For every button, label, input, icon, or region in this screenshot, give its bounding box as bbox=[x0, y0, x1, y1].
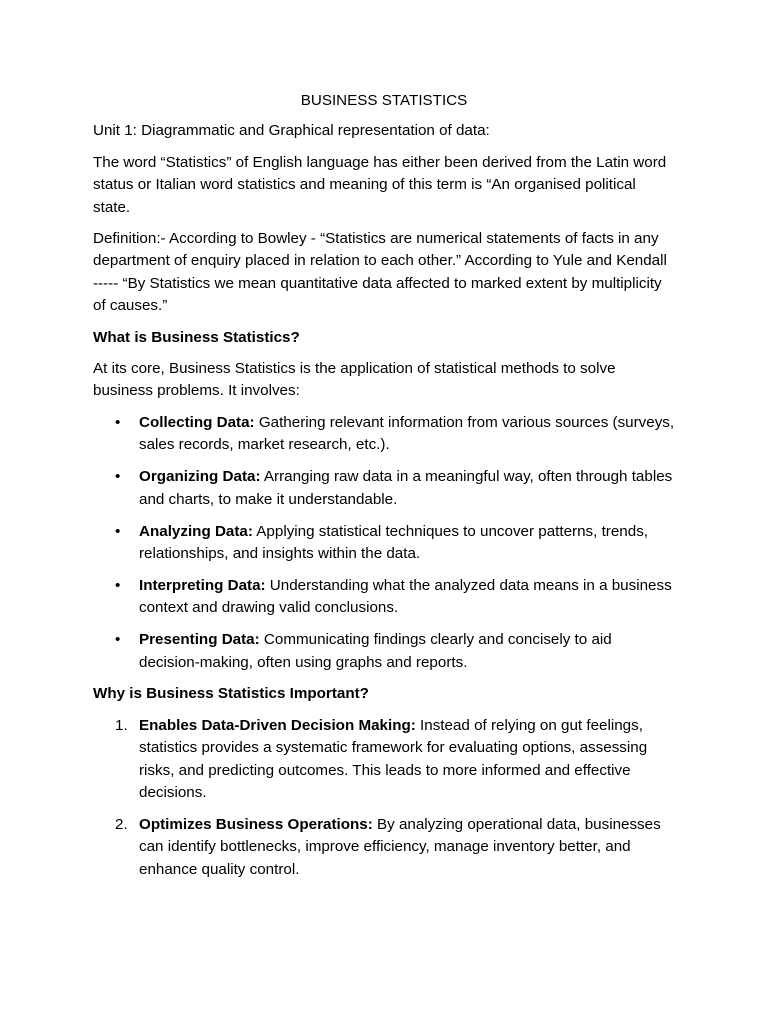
list-item-term: Interpreting Data: bbox=[139, 576, 266, 594]
list-item-text: Arranging raw data in a meaningful way, often through tables and charts, to make it understandable. bbox=[139, 468, 673, 508]
bullet-icon: • bbox=[115, 522, 121, 540]
list-item bbox=[93, 575, 675, 620]
why-heading: Why is Business Statistics Important? bbox=[93, 685, 369, 703]
list-item-number: 2. bbox=[115, 815, 128, 833]
reasons-list bbox=[93, 715, 675, 881]
intro-paragraph: The word “Statistics” of English language has either been derived from the Latin word status or Italian word statistics and meaning of this term is “An organised political state. bbox=[93, 153, 667, 216]
list-item-text: Understanding what the analyzed data means in a business context and drawing valid conclusions. bbox=[139, 576, 672, 617]
list-item-term: Collecting Data: bbox=[139, 413, 255, 431]
list-item-text: By analyzing operational data, businesses can identify bottlenecks, improve efficiency, manage inventory better, and enhance quality control. bbox=[139, 815, 661, 878]
list-item-term: Presenting Data: bbox=[139, 631, 260, 649]
list-item-term: Optimizes Business Operations: bbox=[139, 815, 373, 833]
list-item-text: Gathering relevant information from various sources (surveys, sales records, market research, etc.). bbox=[139, 413, 675, 454]
definition-paragraph: Definition:- According to Bowley - “Statistics are numerical statements of facts in any department of enquiry placed in relation to each other.” According to Yule and Kendall ----- “By Statistics we mean quantitative data affected to marked extent by multiplicity of causes.” bbox=[93, 230, 667, 315]
list-item-number: 1. bbox=[115, 716, 128, 734]
bullet-icon: • bbox=[115, 576, 121, 594]
list-item bbox=[93, 521, 675, 566]
bullet-icon: • bbox=[115, 468, 121, 486]
list-item bbox=[93, 715, 675, 805]
list-item-text: Applying statistical techniques to uncover patterns, trends, relationships, and insights within the data. bbox=[139, 522, 649, 562]
document-title: BUSINESS STATISTICS bbox=[300, 92, 468, 109]
list-item-text: Instead of relying on gut feelings, statistics provides a systematic framework for evaluating options, assessing risks, and predicting outcomes. This leads to more informed and effective decisions. bbox=[139, 716, 648, 802]
what-heading: What is Business Statistics? bbox=[93, 328, 300, 346]
list-item-term: Organizing Data: bbox=[139, 468, 261, 486]
bullet-icon: • bbox=[115, 413, 121, 431]
involves-list bbox=[93, 412, 675, 674]
what-paragraph: At its core, Business Statistics is the application of statistical methods to solve business problems. It involves: bbox=[93, 360, 616, 400]
list-item-term: Analyzing Data: bbox=[139, 522, 253, 540]
list-item-text: Communicating findings clearly and concisely to aid decision-making, often using graphs and reports. bbox=[139, 631, 612, 671]
bullet-icon: • bbox=[115, 631, 121, 649]
unit-line: Unit 1: Diagrammatic and Graphical representation of data: bbox=[93, 122, 490, 140]
list-item bbox=[93, 412, 675, 457]
list-item bbox=[93, 629, 675, 674]
list-item bbox=[93, 814, 675, 881]
list-item-term: Enables Data-Driven Decision Making: bbox=[139, 716, 416, 734]
list-item bbox=[93, 466, 675, 511]
